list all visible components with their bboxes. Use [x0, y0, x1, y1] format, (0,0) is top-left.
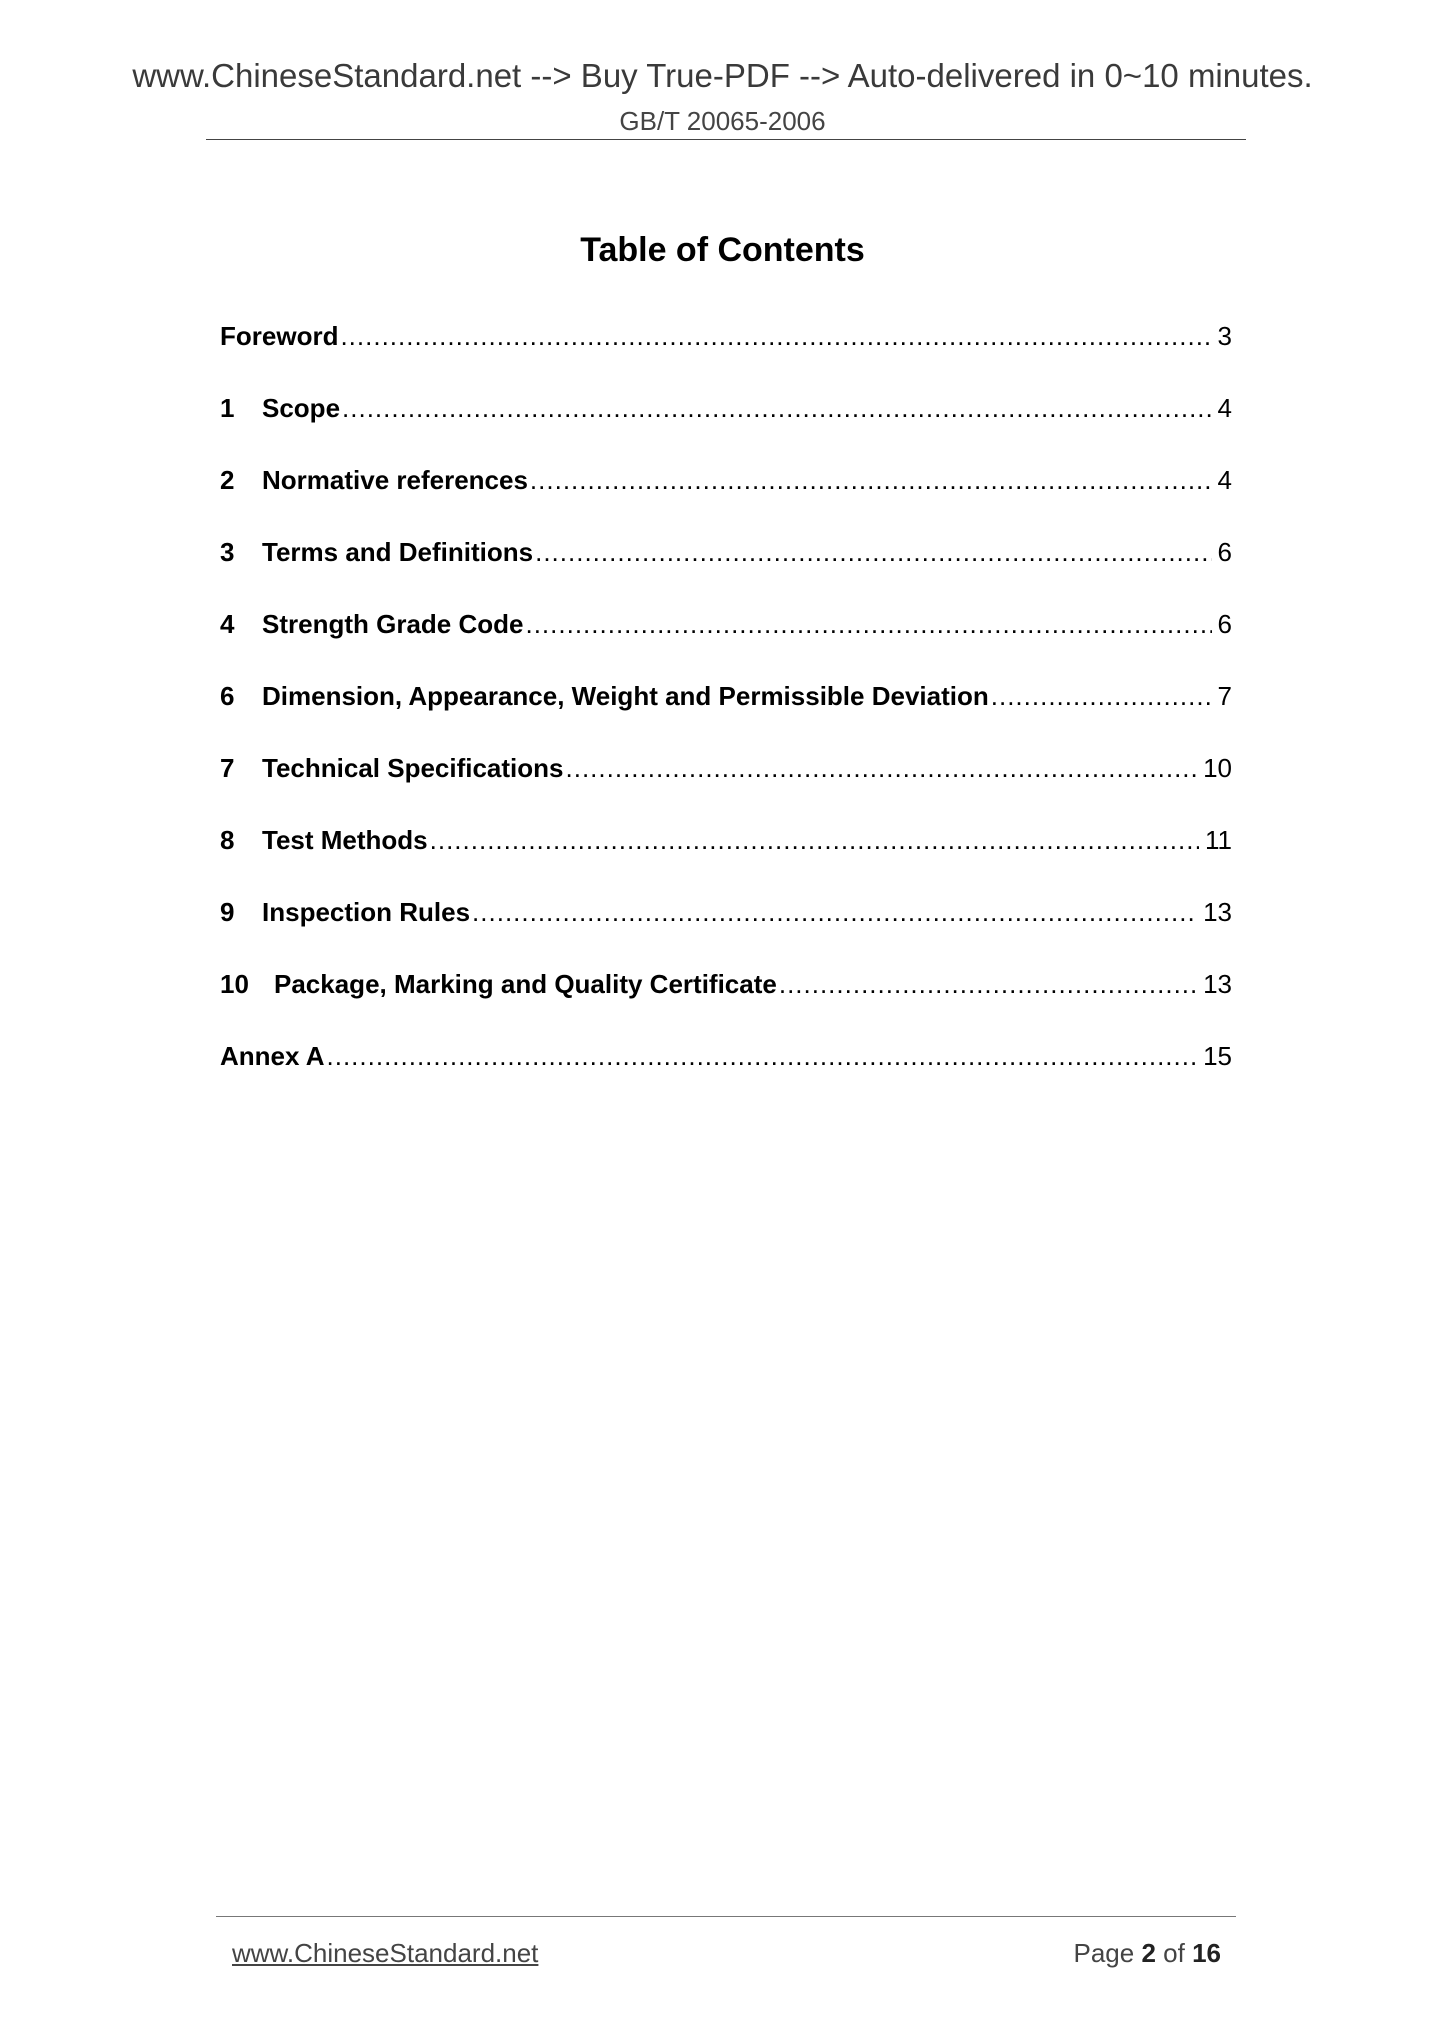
toc-entry-page: 13 [1203, 897, 1232, 927]
header-divider [206, 139, 1246, 140]
toc-entry-label: Test Methods [262, 825, 428, 855]
toc-entry-label: Strength Grade Code [262, 609, 524, 639]
toc-entry[interactable] [220, 966, 1232, 1038]
toc-entry-label: Package, Marking and Quality Certificate [274, 969, 777, 999]
toc-entry-label: Annex A [220, 1041, 325, 1071]
toc-dot-leader [991, 678, 1212, 714]
toc-entry-number: 4 [220, 609, 235, 639]
toc-entry[interactable] [220, 534, 1232, 606]
toc-title: Table of Contents [580, 231, 865, 269]
page-indicator [1073, 1936, 1221, 1970]
toc-entry-page: 7 [1217, 681, 1232, 711]
toc-entry[interactable] [220, 318, 1232, 390]
toc-entry[interactable] [220, 750, 1232, 822]
toc-entry-page: 11 [1205, 825, 1232, 855]
toc-entry-label: Normative references [262, 465, 528, 495]
table-of-contents [220, 318, 1232, 1110]
toc-dot-leader [566, 750, 1198, 786]
toc-entry-number: 1 [220, 393, 235, 423]
toc-dot-leader [342, 390, 1212, 426]
toc-dot-leader [779, 966, 1197, 1002]
page-prefix: Page [1073, 1938, 1135, 1968]
toc-dot-leader [525, 606, 1211, 642]
toc-dot-leader [340, 318, 1211, 354]
header-banner: www.ChineseStandard.net --> Buy True-PDF --> Auto-delivered in 0~10 minutes. [132, 57, 1313, 94]
toc-dot-leader [530, 462, 1212, 498]
standard-code: GB/T 20065-2006 [619, 106, 826, 136]
page-current: 2 [1141, 1938, 1156, 1968]
toc-entry-label: Scope [262, 393, 341, 423]
toc-dot-leader [430, 822, 1199, 858]
page-separator: of [1163, 1938, 1185, 1968]
toc-entry-number: 9 [220, 897, 235, 927]
toc-entry-page: 4 [1217, 393, 1232, 423]
toc-entry-page: 13 [1203, 969, 1232, 999]
toc-entry[interactable] [220, 462, 1232, 534]
toc-entry-label: Inspection Rules [262, 897, 471, 927]
footer-website-link[interactable]: www.ChineseStandard.net [232, 1938, 539, 1968]
page-total: 16 [1192, 1938, 1221, 1968]
toc-entry-number: 7 [220, 753, 235, 783]
toc-entry-number: 6 [220, 681, 235, 711]
toc-entry-label: Technical Specifications [262, 753, 564, 783]
toc-entry[interactable] [220, 390, 1232, 462]
toc-entry[interactable] [220, 894, 1232, 966]
toc-entry-label: Terms and Definitions [262, 537, 534, 567]
toc-dot-leader [535, 534, 1211, 570]
toc-entry-number: 2 [220, 465, 235, 495]
toc-entry-page: 6 [1217, 609, 1232, 639]
toc-entry-page: 4 [1217, 465, 1232, 495]
toc-dot-leader [472, 894, 1197, 930]
toc-entry-page: 3 [1217, 321, 1232, 351]
toc-entry[interactable] [220, 678, 1232, 750]
toc-entry[interactable] [220, 1038, 1232, 1110]
toc-entry-page: 6 [1217, 537, 1232, 567]
toc-entry-page: 15 [1203, 1041, 1232, 1071]
toc-entry-number: 10 [220, 969, 249, 999]
toc-entry-number: 8 [220, 825, 235, 855]
toc-entry-label: Dimension, Appearance, Weight and Permissible Deviation [262, 681, 989, 711]
footer-divider [216, 1916, 1236, 1917]
toc-entry[interactable] [220, 822, 1232, 894]
toc-entry-label: Foreword [220, 321, 339, 351]
toc-entry-page: 10 [1203, 753, 1232, 783]
toc-entry-number: 3 [220, 537, 235, 567]
toc-dot-leader [327, 1038, 1198, 1074]
toc-entry[interactable] [220, 606, 1232, 678]
